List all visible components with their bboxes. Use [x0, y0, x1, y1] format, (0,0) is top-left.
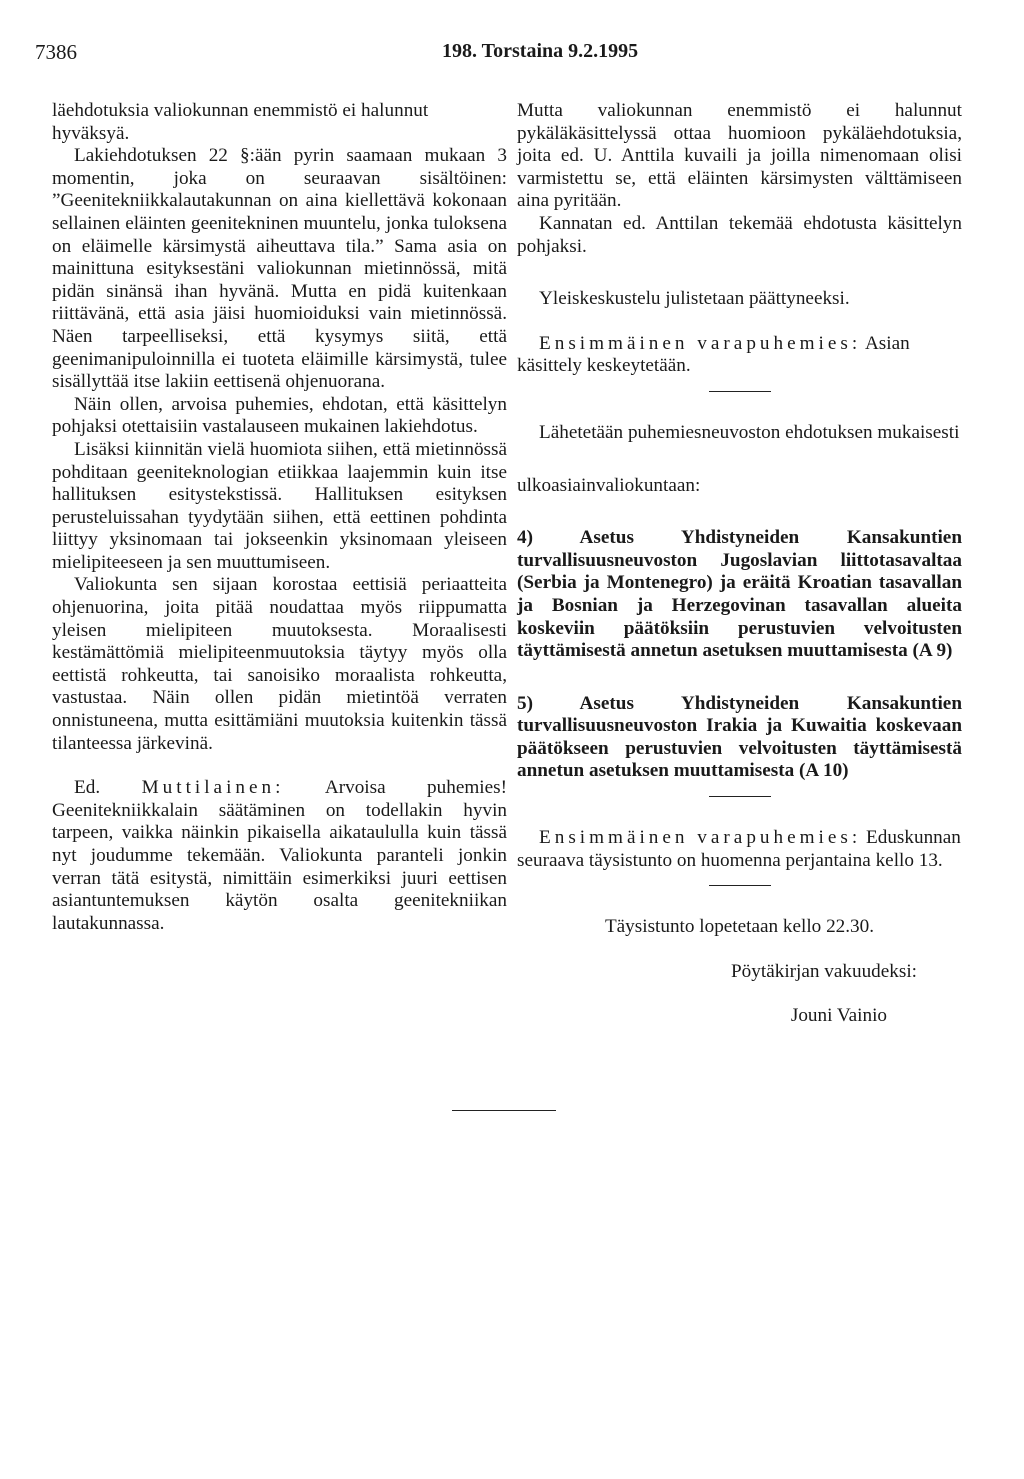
paragraph: Lähetetään puhemiesneuvoston ehdotuksen mukaisesti [539, 421, 960, 443]
speaker-prefix: Ed. [74, 777, 101, 799]
speaker-name: Muttilainen: [141, 777, 285, 799]
speech-text: Arvoisa puhemies! Geenitekniikkalain säätäminen on todellakin hyvin tarpeen, vaikka näinkin pikaisella aikataululla kuin tässä nyt joudumme tekemään. Valiokunta paranteli jonkin verran tätä esitystä, nimittäin esimerkiksi juuri eettisen asiantuntemuksen käytön osalta geenitekniikan lautakunnassa. [52, 777, 507, 934]
page-header [35, 40, 970, 70]
running-head: 198. Torstaina 9.2.1995 [442, 40, 639, 62]
procedural-note: Yleiskeskustelu julistetaan päättyneeksi. [539, 288, 850, 310]
paragraph: Kannatan ed. Anttilan tekemää ehdotusta käsittelyn pohjaksi. [517, 212, 962, 257]
attestation-name: Jouni Vainio [790, 1005, 887, 1027]
page-number: 7386 [35, 40, 77, 64]
paragraph: läehdotuksia valiokunnan enemmistö ei halunnut hyväksyä. [52, 100, 429, 144]
section-rule [709, 796, 771, 797]
closing-note: Täysistunto lopetetaan kello 22.30. [604, 916, 875, 938]
footer-rule [452, 1110, 556, 1111]
speech-paragraph [52, 777, 507, 935]
paragraph: Lisäksi kiinnitän vielä huomiota siihen, että mietinnössä pohditaan geeniteknologian etiikkaa laajemmin kuin itse hallituksen esitystekstissä. Hallituksen esityksen perusteluissahan tyydytään siihen, että eettinen pohdinta liittyy yksinomaan tai jokseenkin yksinomaan yleiseen mielipiteeseen ja sen muuttumiseen. [52, 438, 507, 573]
chair-speech [517, 827, 962, 872]
committee-label: ulkoasiainvaliokuntaan: [517, 474, 701, 496]
agenda-item-4: 4) Asetus Yhdistyneiden Kansakuntien turvallisuusneuvoston Jugoslavian liittotasavaltaa (Serbia ja Montenegro) ja eräitä Kroatian tasavallan ja Bosnian ja Herzegovinan tasavallan alueita koskeviin päätöksiin perustuvien velvoitusten täyttämisestä annetun asetuksen muuttamisesta (A 9) [517, 527, 962, 662]
paragraph: Näin ollen, arvoisa puhemies, ehdotan, että käsittelyn pohjaksi otettaisiin vastalauseen mukainen lakiehdotus. [52, 393, 507, 438]
chair-text: Eduskunnan seuraava täysistunto on huomenna perjantaina kello 13. [517, 827, 961, 871]
chair-text: Asian käsittely keskeytetään. [517, 332, 910, 377]
section-rule [709, 391, 771, 392]
paragraph: Valiokunta sen sijaan korostaa eettisiä periaatteita ohjenuorina, joita pitää noudattaa myös riippumatta yleisen mielipiteen muutoksesta. Moraalisesti kestämättömiä mielipiteenmuutoksia täytyy myös olla eettistä rohkeutta, tai sanoisiko moraalista rohkeutta, vastustaa. Näin ollen pidän mietintöä verraten onnistuneena, mutta esittämiäni muutoksia kuitenkin tässä tilanteessa järkevinä. [52, 574, 507, 754]
section-rule [709, 885, 771, 886]
chair-speaker: Ensimmäinen varapuhemies: [539, 827, 862, 849]
right-column [517, 100, 962, 1028]
attestation-label: Pöytäkirjan vakuudeksi: [731, 960, 917, 982]
agenda-item-5: 5) Asetus Yhdistyneiden Kansakuntien turvallisuusneuvoston Irakia ja Kuwaitia koskevaan päätökseen perustuvien velvoitusten täyttämisestä annetun asetuksen muuttamisesta (A 10) [517, 692, 962, 782]
chair-speaker: Ensimmäinen varapuhemies: [539, 332, 862, 354]
paragraph: Mutta valiokunnan enemmistö ei halunnut pykäläkäsittelyssä ottaa huomioon pykäläehdotuksia, joita ed. U. Anttila kuvaili ja joilla nimenomaan olisi varmistettu se, että eläinten kärsimysten välttämiseen aina pyritään. [517, 100, 962, 212]
left-column [52, 100, 507, 935]
paragraph: Lakiehdotuksen 22 §:ään pyrin saamaan mukaan 3 momentin, joka on seuraavan sisältöinen: ”Geenitekniikkalautakunnan on aina kiellettävä kokonaan sellainen eläinten geenitekninen muuntelu, jonka tuloksena on eläimelle kärsimystä aiheuttava tila.” Sama asia on mainittuna esityksestäni valiokunnan mietinnössä, mitä pidän sinänsä ihan hyvänä. Mutta en pidä kuitenkaan riittävänä, että asia jäisi huomioiduksi vain mietinnössä. Näen tarpeelliseksi, että kysymys siitä, että geenimanipuloinnilla ei tuoteta eläimille kärsimystä, tulee sisällyttää itse lakiin eettisenä ohjenuorana. [52, 145, 507, 393]
chair-speech [517, 333, 962, 378]
